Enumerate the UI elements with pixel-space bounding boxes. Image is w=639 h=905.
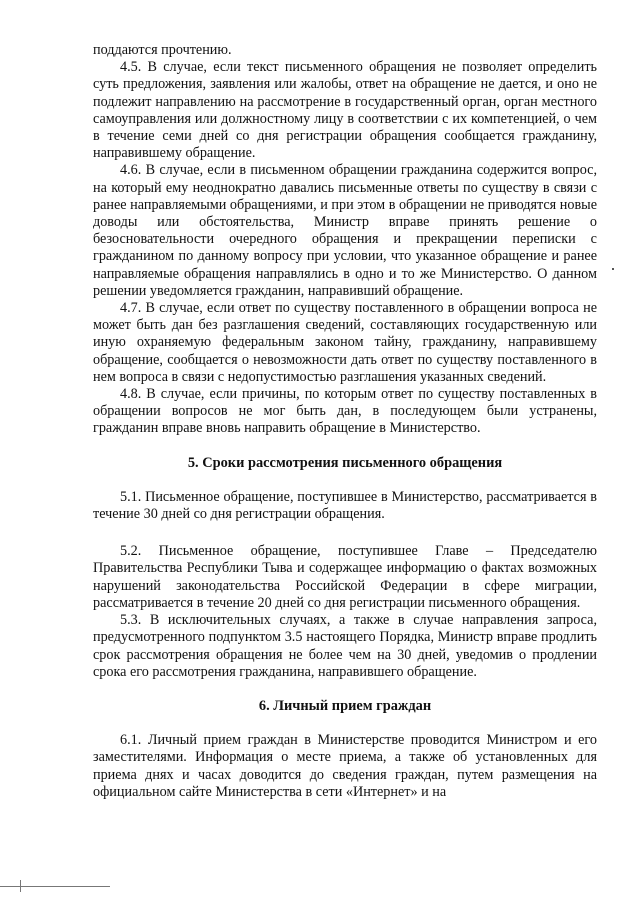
paragraph-4-6: 4.6. В случае, если в письменном обращении гражданина содержится вопрос, на который ему неоднократно давались письменные ответы по существу в связи с ранее направляемыми обращениями, и при этом в обращении не приводятся новые доводы или обстоятельства, Министр вправе принять решение о безосновательности очередного обращения и прекращении переписки с гражданином по данному вопросу при условии, что указанное обращение и ранее направляемые обращения направлялись в одно и то же Министерство. О данном решении уведомляется гражданин, направивший обращение. <box>93 162 597 299</box>
scan-artifact-tick <box>20 880 21 892</box>
paragraph-5-2: 5.2. Письменное обращение, поступившее Главе – Председателю Правительства Республики Тыва и содержащее информацию о фактах возможных нарушений законодательства Российской Федерации в сфере миграции, рассматривается в течение 20 дней со дня регистрации письменного обращения. <box>93 543 597 611</box>
document-page <box>93 42 597 801</box>
section-heading-6: 6. Личный прием граждан <box>258 697 432 714</box>
spacer <box>93 472 597 489</box>
spacer <box>93 681 597 698</box>
paragraph-4-7: 4.7. В случае, если ответ по существу поставленного в обращении вопроса не может быть дан без разглашения сведений, составляющих государственную или иную охраняемую федеральным законом тайну, гражданину, направившему обращение, сообщается о невозможности дать ответ по существу поставленного в нем вопроса в связи с недопустимостью разглашения указанных сведений. <box>93 300 597 385</box>
scan-artifact-line <box>0 886 110 887</box>
paragraph-5-1: 5.1. Письменное обращение, поступившее в Министерство, рассматривается в течение 30 дней со дня регистрации обращения. <box>93 488 597 523</box>
paragraph-5-3: 5.3. В исключительных случаях, а также в случае направления запроса, предусмотренного подпунктом 3.5 настоящего Порядка, Министр вправе продлить срок рассмотрения обращения не более чем на 30 дней, уведомив о продлении срока его рассмотрения гражданина, направившего обращение. <box>93 612 597 680</box>
paragraph-4-5: 4.5. В случае, если текст письменного обращения не позволяет определить суть предложения, заявления или жалобы, ответ на обращение не дается, и оно не подлежит направлению на рассмотрение в государственный орган, орган местного самоуправления или должностному лицу в соответствии с их компетенцией, о чем в течение семи дней со дня регистрации обращения сообщается гражданину, направившему обращение. <box>93 59 597 162</box>
scan-artifact-dot <box>612 268 614 270</box>
paragraph-4-8: 4.8. В случае, если причины, по которым ответ по существу поставленных в обращении вопросов не мог быть дан, в последующем были устранены, гражданин вправе вновь направить обращение в Министерство. <box>93 386 597 437</box>
section-heading-5: 5. Сроки рассмотрения письменного обращения <box>187 454 503 471</box>
paragraph-6-1: 6.1. Личный прием граждан в Министерстве проводится Министром и его заместителями. Информация о месте приема, а также об установленных для приема днях и часах доводится до сведения граждан, путем размещения на официальном сайте Министерства в сети «Интернет» и на <box>93 732 597 800</box>
spacer <box>93 715 597 732</box>
spacer <box>93 438 597 455</box>
spacer <box>93 523 597 543</box>
paragraph-continuation: поддаются прочтению. <box>93 42 232 58</box>
